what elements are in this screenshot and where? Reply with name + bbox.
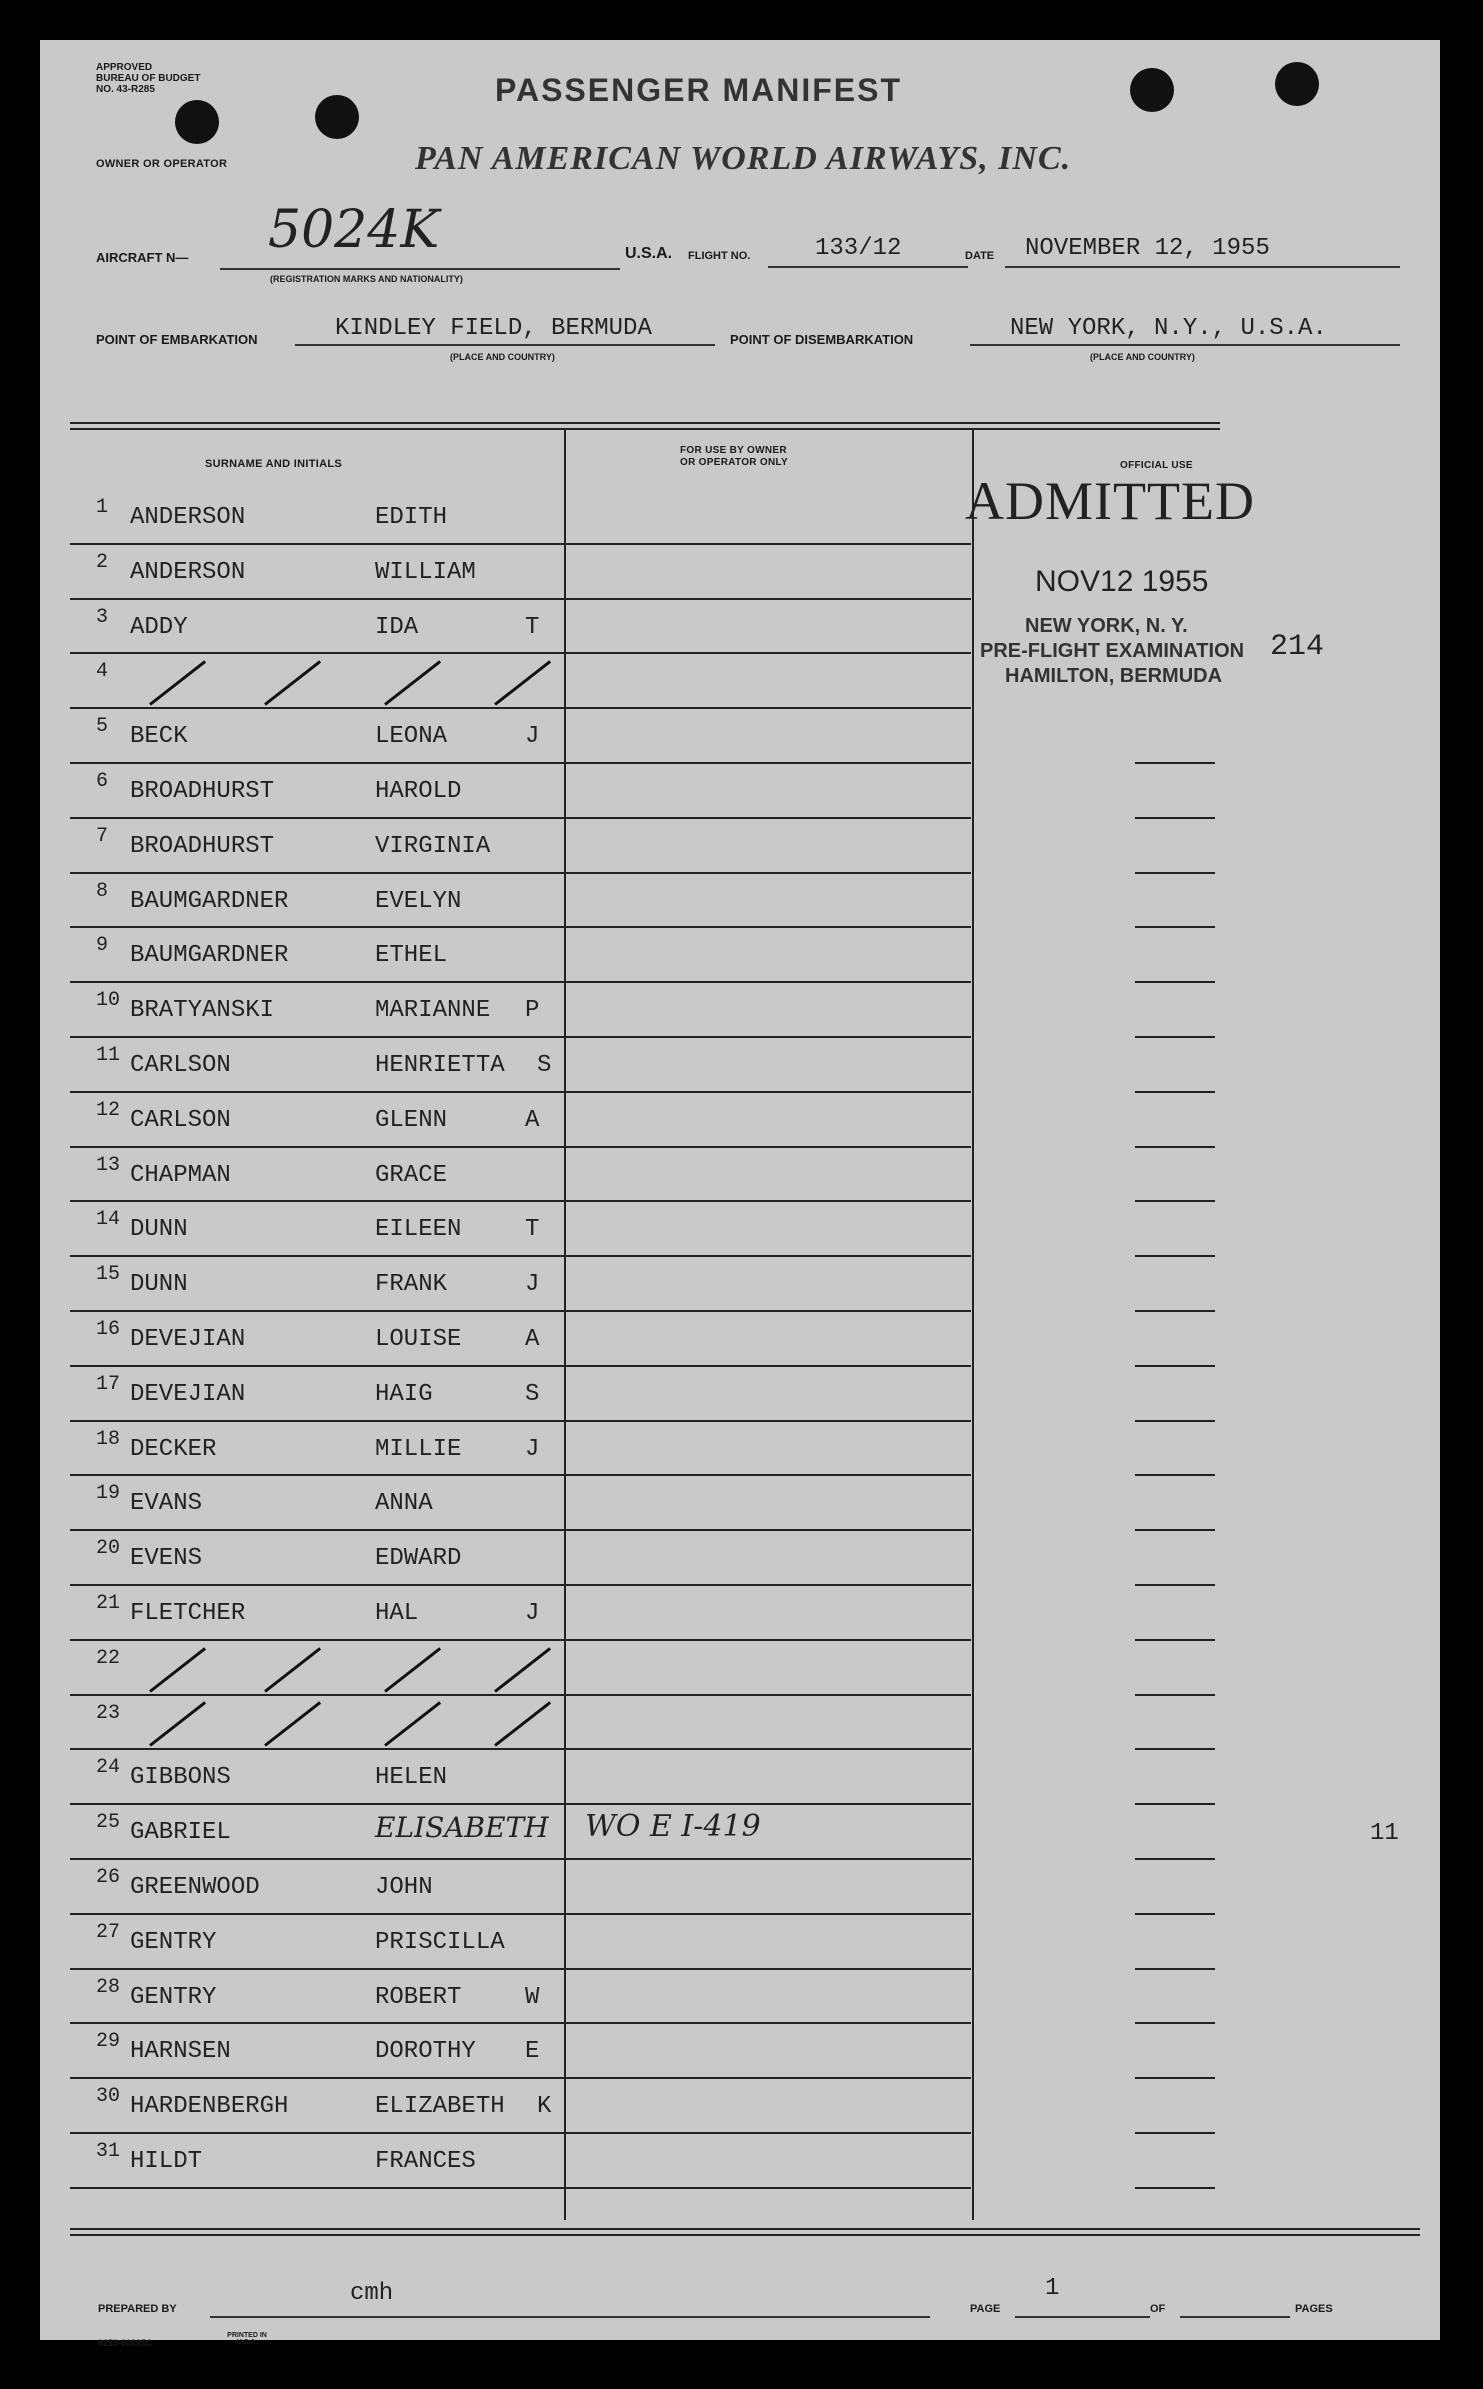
passenger-initial: S [525,1380,540,1408]
row-rule [566,1913,971,1915]
row-rule [566,817,971,819]
row-rule [70,1420,565,1422]
official-use-rule [1135,1913,1215,1915]
column-divider [564,430,566,2220]
passenger-given-name: ROBERT [375,1983,462,2011]
row-rule [70,1694,565,1696]
passenger-given-name: WILLIAM [375,558,476,586]
table-top-rule [70,428,1220,430]
row-rule [70,2132,565,2134]
embark-point: KINDLEY FIELD, BERMUDA [335,315,652,342]
row-rule [70,1200,565,1202]
page-number: 1 [1045,2275,1060,2302]
row-rule [566,1803,971,1805]
passenger-surname: BROADHURST [130,832,275,860]
passenger-initial: K [537,2093,552,2121]
row-number: 23 [96,1701,121,1725]
row-rule [566,2187,971,2189]
official-use-rule [1135,817,1215,819]
passenger-given-name: DOROTHY [375,2038,476,2066]
passenger-given-name: ANNA [375,1490,433,1518]
passenger-given-name: ETHEL [375,942,448,970]
column-header-surname: SURNAME AND INITIALS [205,458,342,470]
official-use-rule [1135,926,1215,928]
approval-block [96,62,216,95]
row-number: 15 [96,1263,121,1287]
row-rule [566,2077,971,2079]
passenger-surname: DUNN [130,1216,188,1244]
passenger-initial: E [525,2038,540,2066]
passenger-given-name: JOHN [375,1874,433,1901]
passenger-given-name: PRISCILLA [375,1928,505,1956]
row-rule [566,543,971,545]
passenger-surname: DEVEJIAN [130,1326,246,1353]
passenger-initial: S [537,1052,552,1079]
official-use-rule [1135,1858,1215,1860]
official-use-rule [1135,1255,1215,1257]
row-rule [70,872,565,874]
void-slash [149,1647,206,1692]
row-number: 10 [96,989,121,1013]
row-rule [566,1200,971,1202]
row-rule [566,1036,971,1038]
row-rule [70,1858,565,1860]
page-title: PASSENGER MANIFEST [495,72,902,108]
passenger-surname: DUNN [130,1271,188,1299]
passenger-surname: BAUMGARDNER [130,942,289,970]
row-number: 2 [96,550,109,574]
page-line [1015,2316,1150,2318]
column-header-owner-use: OR OPERATOR ONLY [680,457,788,468]
passenger-initial: A [525,1106,540,1134]
official-use-rule [1135,1803,1215,1805]
official-use-rule [1135,1200,1215,1202]
passenger-given-name: EVELYN [375,887,462,915]
manifest-sheet [40,40,1440,2348]
aircraft-line [220,268,620,270]
passenger-initial: J [525,1271,540,1299]
owner-use-note: WO E I-419 [585,1809,761,1845]
passenger-given-name: ELIZABETH [375,2093,505,2121]
passenger-given-name: HAIG [375,1380,433,1408]
row-rule [70,707,565,709]
void-slash [264,1702,321,1747]
row-number: 1 [96,496,109,519]
stamp-line: PRE-FLIGHT EXAMINATION [980,640,1245,662]
punch-hole [1130,68,1174,112]
passenger-given-name: ELISABETH [375,1811,549,1845]
admitted-stamp: ADMITTED [965,471,1255,531]
official-use-rule [1135,2132,1215,2134]
passenger-surname: HARNSEN [130,2038,231,2066]
stamp-line: HAMILTON, BERMUDA [1005,665,1223,687]
passenger-surname: GABRIEL [130,1819,231,1847]
official-use-rule [1135,1091,1215,1093]
passenger-initial: W [525,1983,540,2011]
row-rule [70,817,565,819]
official-use-rule [1135,1694,1215,1696]
usa-label: U.S.A. [625,245,673,262]
passenger-surname: CHAPMAN [130,1161,231,1189]
aircraft-number: 5024K [268,200,440,260]
column-divider [972,430,974,2220]
row-number: 30 [96,2085,121,2109]
row-rule [70,1255,565,1257]
row-number: 19 [96,1482,121,1506]
official-use-rule [1135,2187,1215,2189]
page-label: PAGE [970,2303,1001,2315]
row-number: 7 [96,824,109,848]
passenger-given-name: GRACE [375,1161,448,1189]
flight-number: 133/12 [815,235,902,262]
row-rule [70,1036,565,1038]
row-rule [70,926,565,928]
passenger-surname: ANDERSON [130,504,246,531]
row-rule [566,1968,971,1970]
row-rule [566,1858,971,1860]
row-number: 4 [96,660,109,684]
row-number: 6 [96,770,109,793]
embark-sub-label: (PLACE AND COUNTRY) [450,352,555,362]
approval-line: BUREAU OF BUDGET [96,73,201,84]
row-rule [70,1803,565,1805]
prepared-by-label: PREPARED BY [98,2303,177,2315]
row-rule [566,1255,971,1257]
flight-line [768,266,968,268]
row-rule [70,1968,565,1970]
embark-label: POINT OF EMBARKATION [96,332,258,347]
passenger-given-name: HENRIETTA [375,1052,505,1079]
row-number: 31 [96,2140,121,2163]
row-rule [70,762,565,764]
owner-name: PAN AMERICAN WORLD AIRWAYS, INC. [415,140,1072,177]
row-rule [566,981,971,983]
void-slash [494,1702,551,1747]
row-rule [70,598,565,600]
passenger-given-name: GLENN [375,1106,448,1134]
official-use-rule [1135,1146,1215,1148]
row-rule [70,2077,565,2079]
row-rule [566,2022,971,2024]
row-rule [566,1146,971,1148]
punch-hole [315,95,359,139]
disembark-point: NEW YORK, N.Y., U.S.A. [1010,315,1327,342]
punch-hole [175,100,219,144]
void-slash [384,1647,441,1692]
passenger-surname: ANDERSON [130,558,246,586]
flight-label: FLIGHT NO. [688,250,751,262]
table-top-rule [70,422,1220,424]
prepared-by: cmh [350,2280,394,2307]
column-header-owner-use: FOR USE BY OWNER [680,445,787,456]
approval-line: APPROVED [96,62,153,73]
passenger-given-name: MARIANNE [375,997,491,1025]
row-rule [70,1529,565,1531]
passenger-initial: P [525,997,540,1025]
row-number: 13 [96,1153,121,1177]
passenger-given-name: FRANCES [375,2148,476,2175]
stamp-date: NOV12 1955 [1035,565,1209,598]
official-use-rule [1135,1310,1215,1312]
passenger-given-name: HELEN [375,1764,448,1792]
row-rule [566,1748,971,1750]
row-number: 28 [96,1975,121,1999]
row-rule [70,1913,565,1915]
passenger-initial: J [525,1600,540,1627]
passenger-given-name: HAROLD [375,778,462,805]
row-number: 9 [96,934,109,958]
row-number: 12 [96,1098,121,1122]
passenger-surname: HARDENBERGH [130,2093,289,2121]
official-use-rule [1135,2077,1215,2079]
column-header-official: OFFICIAL USE [1120,460,1193,471]
void-slash [384,1702,441,1747]
row-rule [566,926,971,928]
passenger-given-name: EILEEN [375,1216,462,1244]
passenger-surname: FLETCHER [130,1600,246,1627]
row-rule [566,1694,971,1696]
passenger-surname: CARLSON [130,1052,231,1079]
prepared-by-line [210,2316,930,2318]
passenger-given-name: FRANK [375,1271,448,1299]
row-rule [566,1365,971,1367]
row-rule [566,1639,971,1641]
passenger-surname: BECK [130,723,188,751]
passenger-surname: BROADHURST [130,778,275,805]
of-line [1180,2316,1290,2318]
passenger-given-name: VIRGINIA [375,832,491,860]
passenger-surname: CARLSON [130,1106,231,1134]
passenger-surname: EVANS [130,1490,203,1518]
official-use-rule [1135,762,1215,764]
row-rule [70,1639,565,1641]
disembark-sub-label: (PLACE AND COUNTRY) [1090,352,1195,362]
row-number: 26 [96,1866,121,1889]
passenger-surname: BRATYANSKI [130,997,275,1025]
passenger-given-name: IDA [375,613,419,641]
date-label: DATE [965,250,995,262]
row-rule [566,1584,971,1586]
passenger-initial: J [525,723,540,751]
passenger-given-name: EDWARD [375,1545,462,1573]
official-use-rule [1135,981,1215,983]
owner-label: OWNER OR OPERATOR [96,158,228,170]
passenger-initial: T [525,613,540,641]
row-number: 21 [96,1592,121,1615]
row-rule [70,1474,565,1476]
void-slash [149,660,206,705]
row-rule [566,598,971,600]
passenger-surname: GENTRY [130,1983,217,2011]
row-number: 20 [96,1537,121,1561]
row-number: 3 [96,605,109,629]
passenger-surname: GREENWOOD [130,1874,260,1901]
void-slash [264,1647,321,1692]
official-use-rule [1135,1748,1215,1750]
void-slash [494,660,551,705]
disembark-line [970,344,1400,346]
approval-line: NO. 43-R285 [96,84,155,95]
row-rule [70,2187,565,2189]
row-rule [566,2132,971,2134]
row-number: 24 [96,1756,121,1780]
official-use-rule [1135,1584,1215,1586]
row-rule [70,2022,565,2024]
row-rule [70,1146,565,1148]
row-rule [70,543,565,545]
passenger-surname: HILDT [130,2148,203,2175]
row-rule [70,1748,565,1750]
row-rule [70,1310,565,1312]
row-rule [566,652,971,654]
passenger-given-name: EDITH [375,504,448,531]
aircraft-sub-label: (REGISTRATION MARKS AND NATIONALITY) [270,274,463,284]
void-slash [149,1702,206,1747]
passenger-count: 214 [1270,630,1325,664]
passenger-given-name: LOUISE [375,1326,462,1353]
date-line [1005,266,1400,268]
void-slash [264,660,321,705]
embark-line [295,344,715,346]
official-use-rule [1135,1968,1215,1970]
row-rule [566,707,971,709]
table-bottom-rule [70,2228,1420,2230]
row-rule [566,1529,971,1531]
row-rule [70,1091,565,1093]
stamp-line: NEW YORK, N. Y. [1025,615,1188,637]
official-use-rule [1135,1474,1215,1476]
row-rule [566,1091,971,1093]
of-label: OF [1150,2303,1166,2315]
flight-date: NOVEMBER 12, 1955 [1025,235,1270,262]
row-rule [566,1310,971,1312]
row-number: 11 [96,1044,121,1067]
row-rule [566,762,971,764]
row-number: 25 [96,1811,121,1835]
row-number: 14 [96,1208,121,1232]
void-slash [494,1647,551,1692]
row-rule [70,1365,565,1367]
table-bottom-rule [70,2234,1420,2236]
row-number: 18 [96,1427,121,1451]
official-use-rule [1135,1529,1215,1531]
official-use-rule [1135,1639,1215,1641]
row-rule [566,1420,971,1422]
row-number: 17 [96,1372,121,1396]
void-slash [384,660,441,705]
union-label: PRINTED IN U.S.A. [227,2332,267,2346]
passenger-surname: BAUMGARDNER [130,887,289,915]
official-use-rule [1135,2022,1215,2024]
passenger-surname: DECKER [130,1435,217,1463]
passenger-given-name: HAL [375,1600,419,1627]
row-rule [566,1474,971,1476]
passenger-initial: J [525,1435,540,1463]
passenger-surname: GENTRY [130,1928,217,1956]
margin-note: 11 [1370,1820,1399,1847]
pages-label: PAGES [1295,2303,1333,2315]
row-rule [70,981,565,983]
passenger-initial: A [525,1326,540,1353]
passenger-surname: DEVEJIAN [130,1380,246,1408]
official-use-rule [1135,872,1215,874]
row-number: 27 [96,1920,121,1944]
passenger-given-name: MILLIE [375,1435,462,1463]
passenger-given-name: LEONA [375,723,448,751]
row-number: 22 [96,1646,121,1670]
form-number: 9253-60895C [98,2338,153,2348]
row-number: 16 [96,1318,121,1341]
punch-hole [1275,62,1319,106]
row-number: 5 [96,715,109,739]
disembark-label: POINT OF DISEMBARKATION [730,332,914,347]
passenger-surname: EVENS [130,1545,203,1573]
row-number: 8 [96,879,109,903]
row-rule [70,652,565,654]
passenger-initial: T [525,1216,540,1244]
official-use-rule [1135,1036,1215,1038]
official-use-rule [1135,1420,1215,1422]
row-rule [70,1584,565,1586]
row-rule [566,872,971,874]
passenger-surname: GIBBONS [130,1764,231,1792]
row-number: 29 [96,2030,121,2054]
passenger-surname: ADDY [130,613,188,641]
official-use-rule [1135,1365,1215,1367]
aircraft-label: AIRCRAFT N— [96,250,189,265]
